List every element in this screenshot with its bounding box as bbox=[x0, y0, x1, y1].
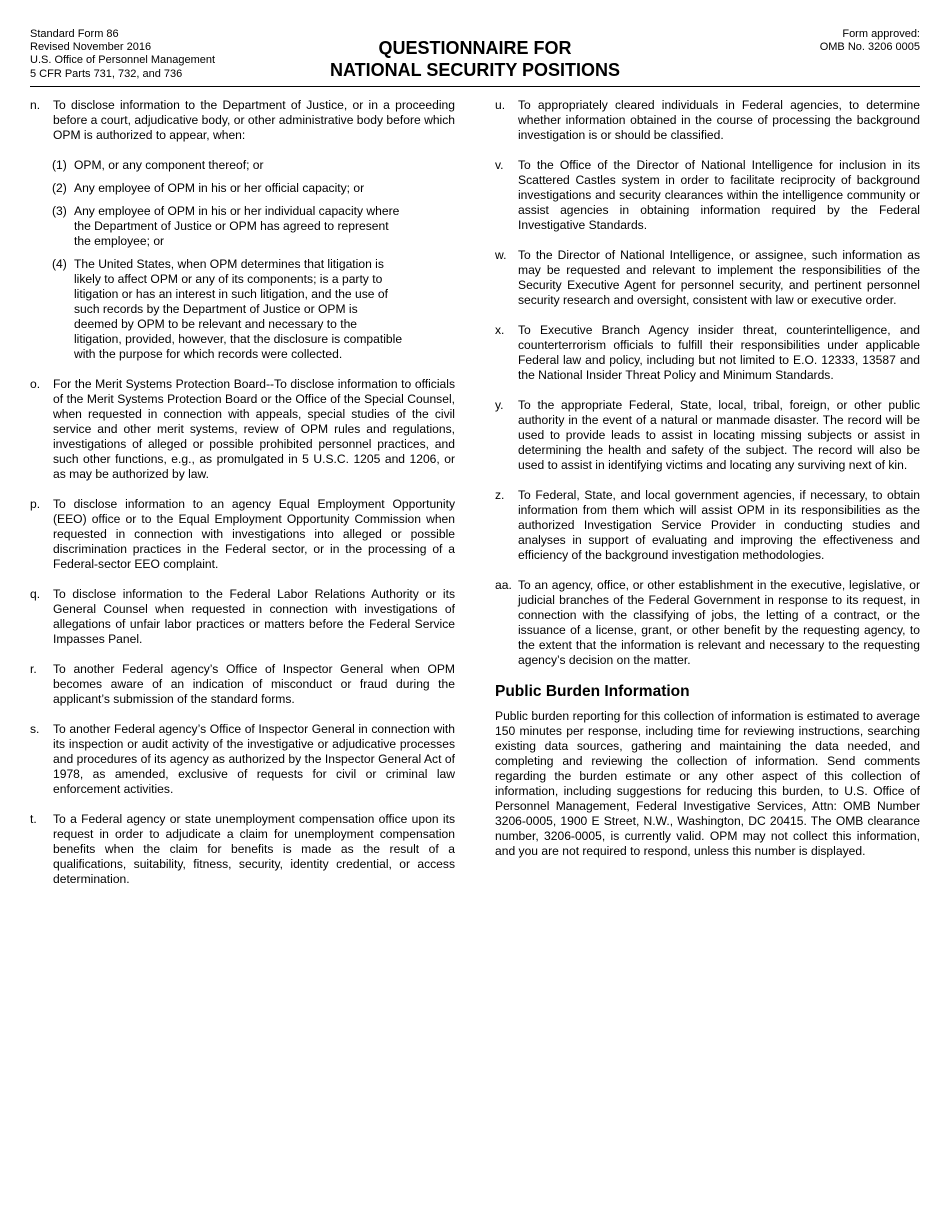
item-letter: s. bbox=[30, 722, 40, 736]
form-header bbox=[30, 28, 920, 87]
form-revision: Revised November 2016 bbox=[30, 41, 152, 54]
routine-use-item bbox=[30, 587, 455, 647]
routine-use-item bbox=[495, 323, 920, 383]
public-burden-heading: Public Burden Information bbox=[495, 683, 690, 700]
routine-use-item bbox=[495, 158, 920, 233]
item-letter: u. bbox=[495, 98, 506, 112]
sub-item-number: (2) bbox=[52, 181, 67, 195]
item-text: To the Director of National Intelligence, or assignee, such information as may be requested and relevant to implement the responsibilities of the Security Executive Agent for personnel security, and pertinent personnel security research and oversight, consistent with law or executive order. bbox=[518, 248, 920, 307]
sub-item bbox=[52, 158, 404, 173]
item-letter: t. bbox=[30, 812, 37, 826]
item-text: To an agency, office, or other establishment in the executive, legislative, or judicial branches of the Federal Government in response to its request, in connection with the classifying of jobs, the letting of a contract, or the issuance of a license, grant, or other benefit by the requesting agency, to the extent that the information is relevant and necessary to the requesting agency’s decision on the matter. bbox=[518, 578, 920, 667]
routine-use-item bbox=[495, 578, 920, 668]
sub-item-text: Any employee of OPM in his or her individual capacity where the Department of Justice or OPM has agreed to represent the employee; or bbox=[74, 204, 400, 248]
left-column bbox=[30, 98, 455, 902]
sub-item bbox=[52, 181, 404, 196]
sub-item-text: Any employee of OPM in his or her official capacity; or bbox=[74, 181, 365, 195]
page-title-line-2: NATIONAL SECURITY POSITIONS bbox=[329, 60, 621, 80]
sub-item-number: (4) bbox=[52, 257, 67, 271]
page-title bbox=[30, 37, 920, 81]
item-letter: aa. bbox=[495, 578, 512, 592]
item-text: To Federal, State, and local government agencies, if necessary, to obtain information from them which will assist OPM in its responsibilities as the authorized Investigation Service Provider in conducting studies and analyses in support of evaluating and improving the effectiveness and efficiency of the background investigation methodologies. bbox=[518, 488, 920, 562]
omb-number: OMB No. 3206 0005 bbox=[819, 41, 920, 54]
sub-item-number: (3) bbox=[52, 204, 67, 218]
item-text: To another Federal agency’s Office of Inspector General in connection with its inspection or audit activity of the investigative or adjudicative processes and procedures of its agency as authorized by the Inspector General Act of 1978, as amended, exclusive of requests for civil or criminal law enforcement activities. bbox=[53, 722, 455, 796]
sub-item bbox=[52, 257, 404, 362]
item-letter: y. bbox=[495, 398, 504, 412]
routine-use-item bbox=[30, 812, 455, 887]
item-text: To the Office of the Director of National Intelligence for inclusion in its Scattered Castles system in order to facilitate reciprocity of background investigations and security clearances within the intelligence community or assist agencies in obtaining information required by the Federal Investigative Standards. bbox=[518, 158, 920, 232]
item-letter: n. bbox=[30, 98, 41, 112]
sub-item-list bbox=[30, 158, 404, 362]
item-letter: r. bbox=[30, 662, 37, 676]
item-text: To a Federal agency or state unemployment compensation office upon its request in order to adjudicate a claim for unemployment compensation benefits when the claim for benefits is made as the result of a qualifications, suitability, fitness, security, identity credential, or access determination. bbox=[53, 812, 455, 886]
routine-use-item bbox=[30, 377, 455, 482]
item-letter: z. bbox=[495, 488, 505, 502]
item-text: To disclose information to an agency Equal Employment Opportunity (EEO) office or to the Equal Employment Opportunity Commission when requested in connection with investigations into alleged or possible discrimination practices in the Federal sector, or in the processing of a Federal-sector EEO complaint. bbox=[53, 497, 455, 571]
form-agency: U.S. Office of Personnel Management bbox=[30, 54, 216, 67]
item-text: To Executive Branch Agency insider threat, counterintelligence, and counterterrorism officials to fulfill their responsibilities under applicable Federal law and policy, including but not limited to E.O. 12333, 13587 and the National Insider Threat Policy and Minimum Standards. bbox=[518, 323, 920, 382]
sub-item-text: OPM, or any component thereof; or bbox=[74, 158, 264, 172]
omb-approval bbox=[820, 28, 920, 54]
item-text: For the Merit Systems Protection Board--To disclose information to officials of the Merit Systems Protection Board or the Office of the Special Counsel, when requested in connection with appeals, special studies of the civil service and other merit systems, review of OPM rules and regulations, investigations of alleged or possible prohibited personnel practices, and such other functions, e.g., as promulgated in 5 U.S.C. 1205 and 1206, or as may be authorized by law. bbox=[53, 377, 455, 481]
routine-use-item bbox=[495, 248, 920, 308]
routine-use-item bbox=[30, 497, 455, 572]
item-text: To disclose information to the Federal Labor Relations Authority or its General Counsel when requested in connection with investigations of allegations of unfair labor practices or matters before the Federal Service Impasses Panel. bbox=[53, 587, 455, 646]
item-letter: p. bbox=[30, 497, 41, 511]
item-text: To appropriately cleared individuals in Federal agencies, to determine whether information obtained in the course of processing the background investigation is or should be classified. bbox=[518, 98, 920, 142]
item-letter: o. bbox=[30, 377, 41, 391]
item-letter: x. bbox=[495, 323, 505, 337]
public-burden-text: Public burden reporting for this collection of information is estimated to average 150 minutes per response, including time for reviewing instructions, searching existing data sources, gathering and maintaining the data needed, and completing and reviewing the collection of information. Send comments regarding the burden estimate or any other aspect of this collection of information, including suggestions for reducing this burden, to U.S. Office of Personnel Management, Federal Investigative Services, Attn: OMB Number 3206-0005, 1900 E Street, N.W., Washington, DC 20415. The OMB clearance number, 3206-0005, is currently valid. OPM may not collect this information, and you are not required to respond, unless this number is displayed. bbox=[495, 709, 920, 858]
item-letter: v. bbox=[495, 158, 504, 172]
routine-use-item bbox=[495, 488, 920, 563]
item-text: To disclose information to the Department of Justice, or in a proceeding before a court, adjudicative body, or other administrative body before which OPM is authorized to appear, when: bbox=[53, 98, 455, 142]
form-cfr-parts: 5 CFR Parts 731, 732, and 736 bbox=[30, 67, 183, 80]
routine-use-item bbox=[495, 398, 920, 473]
sub-item-text: The United States, when OPM determines that litigation is likely to affect OPM or any of its components; is a party to litigation or has an interest in such litigation, and the use of such records by the Department of Justice or OPM is deemed by OPM to be relevant and necessary to the litigation, provided, however, that the disclosure is compatible with the purpose for which records were collected. bbox=[74, 257, 403, 361]
item-text: To another Federal agency’s Office of Inspector General when OPM becomes aware of an indication of misconduct or fraud during the applicant’s submission of the standard forms. bbox=[53, 662, 455, 706]
page-title-line-1: QUESTIONNAIRE FOR bbox=[378, 38, 572, 58]
form-approved-label: Form approved: bbox=[842, 28, 920, 40]
sub-item bbox=[52, 204, 404, 249]
routine-use-item bbox=[30, 722, 455, 797]
right-column bbox=[495, 98, 920, 859]
routine-use-item bbox=[495, 98, 920, 143]
sub-item-number: (1) bbox=[52, 158, 67, 172]
routine-use-item bbox=[30, 98, 455, 143]
item-letter: w. bbox=[495, 248, 507, 262]
item-text: To the appropriate Federal, State, local, tribal, foreign, or other public authority in the event of a natural or manmade disaster. The record will be used to provide leads to assist in locating missing subjects or assist in determining the health and safety of the subject. The record will also be used to assist in identifying victims and locating any surviving next of kin. bbox=[518, 398, 920, 472]
item-letter: q. bbox=[30, 587, 41, 601]
form-number: Standard Form 86 bbox=[30, 28, 119, 40]
routine-use-item bbox=[30, 662, 455, 707]
